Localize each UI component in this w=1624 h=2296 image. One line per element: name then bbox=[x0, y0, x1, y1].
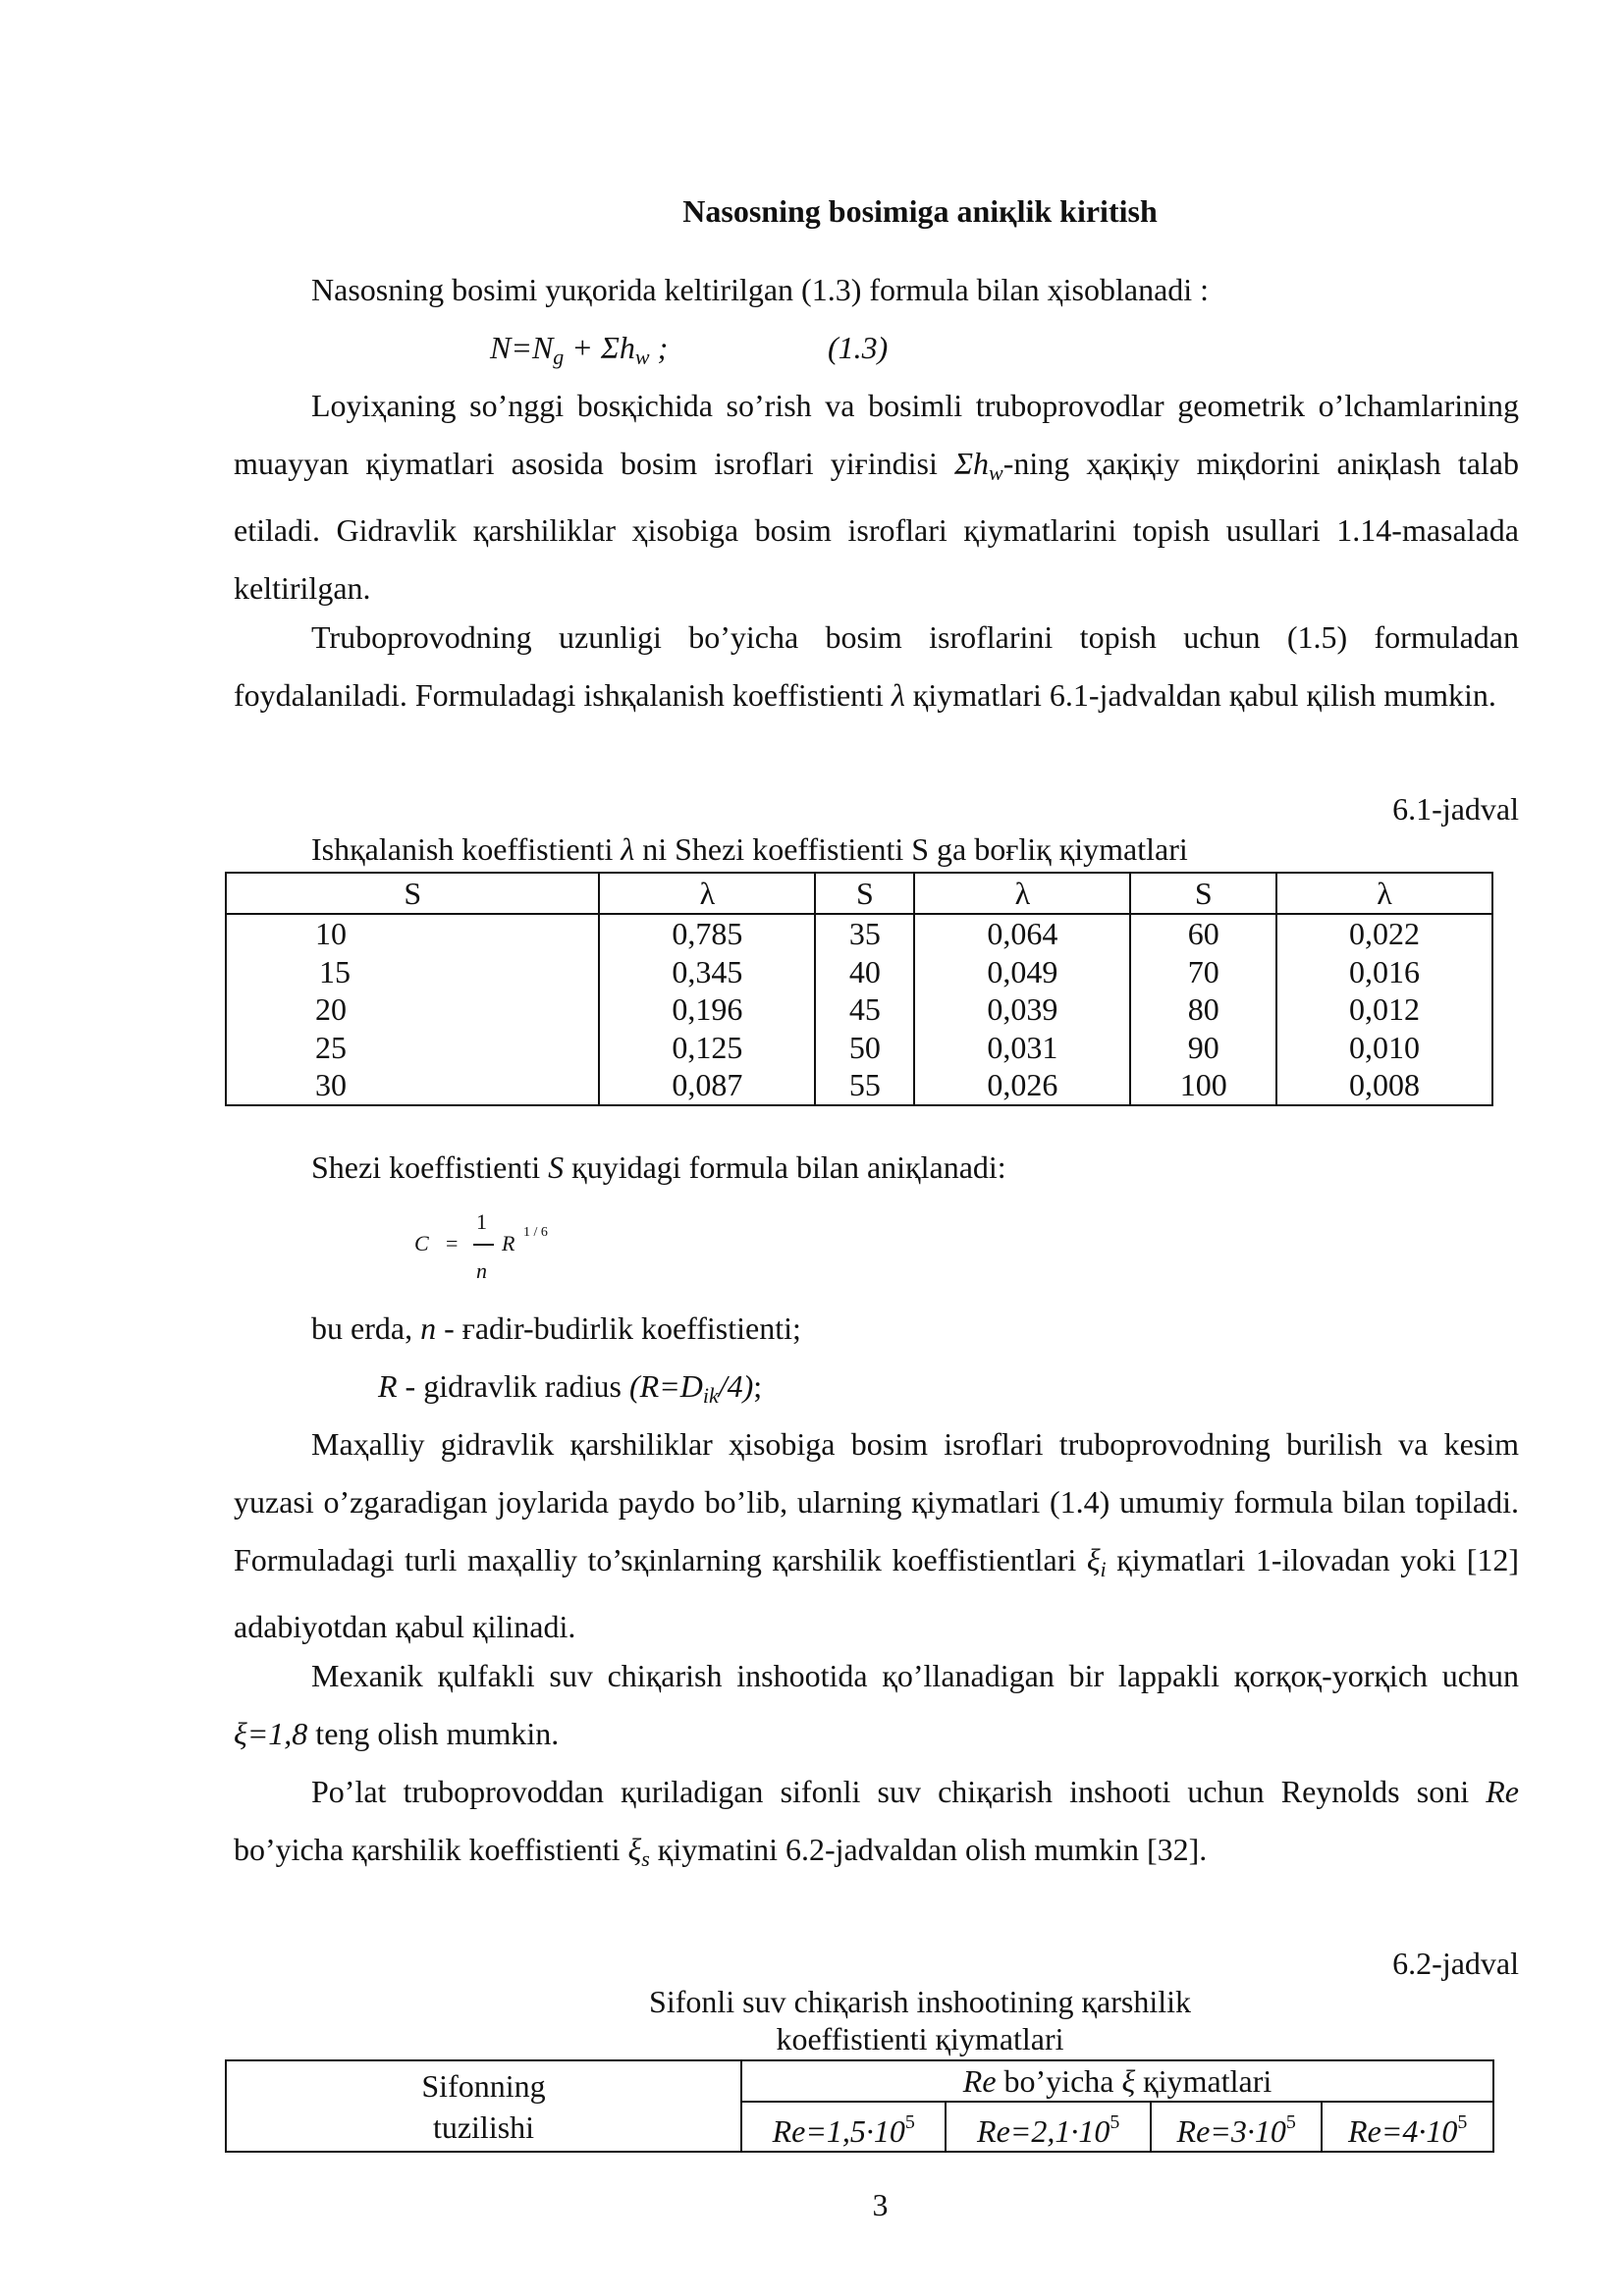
section-heading: Nasosning bosimiga aniқlik kiritish bbox=[682, 193, 1158, 229]
fraction-bar bbox=[473, 1244, 494, 1246]
paragraph-roughness: bu erda, n - ғadir-budirlik koeffistienti; bbox=[311, 1310, 801, 1346]
page-number: 3 bbox=[872, 2187, 889, 2222]
header-s-1: S bbox=[226, 873, 599, 914]
paragraph-design-stage: Loyiҳaning so’nggi bosқichida so’rish va bosimli truboprovodlar geometrik o’lchamlarining muayyan қiymatlari asosida bosim isroflari yiғindisi $\Sigma h_w$-ning ҳaқiқiy miқdorini aniқlash talab etiladi. Gidravlik қarshiliklar ҳisobiga bosim isroflari қiymatlarini topish usullari 1.14-masalada keltirilgan. bbox=[234, 388, 1520, 606]
re-column-header: $Re=1,5\cdot 10^5$ bbox=[741, 2102, 946, 2152]
table2-caption: Sifonli suv chiқarish inshootining қarshilik koeffistienti қiymatlari bbox=[649, 1984, 1191, 2056]
paragraph-shezi: Shezi koeffistienti S қuyidagi formula bilan aniқlanadi: bbox=[311, 1149, 1006, 1185]
table1-caption: Ishқalanish koeffistienti λ ni Shezi koeffistienti S ga boғliқ қiymatlari bbox=[311, 831, 1188, 867]
siphon-resistance-table bbox=[225, 2059, 1494, 2153]
re-column-header: $Re=2,1\cdot 10^5$ bbox=[946, 2102, 1150, 2152]
table-cell: 60 70 80 90 100 bbox=[1130, 914, 1276, 1105]
table-cell: 0,064 0,049 0,039 0,031 0,026 bbox=[914, 914, 1130, 1105]
header-s-3: S bbox=[1130, 873, 1276, 914]
table-cell: 0,785 0,345 0,196 0,125 0,087 bbox=[599, 914, 815, 1105]
formula-1-3: $N=N_g + \Sigma h_w$ ; bbox=[490, 330, 669, 369]
re-column-header: $Re=3\cdot 10^5$ bbox=[1151, 2102, 1323, 2152]
paragraph-pipe-length: Truboprovodning uzunligi bo’yicha bosim isroflarini topish uchun (1.5) formuladan foydalaniladi. Formuladagi ishқalanish koeffistienti λ қiymatlari 6.1-jadvaldan қabul қilish mumkin. bbox=[234, 619, 1519, 713]
table-header-row bbox=[226, 873, 1492, 914]
table-cell: 0,022 0,016 0,012 0,010 0,008 bbox=[1276, 914, 1492, 1105]
paragraph-hydraulic-radius: R - gidravlik radius $(R=D_{ik}/4)$; bbox=[378, 1368, 763, 1408]
paragraph-pump-pressure: Nasosning bosimi yuқorida keltirilgan (1.3) formula bilan ҳisoblanadi : bbox=[311, 272, 1210, 307]
header-lambda-1: λ bbox=[599, 873, 815, 914]
siphon-structure-header: Sifonning tuzilishi bbox=[226, 2060, 741, 2152]
table-header-row bbox=[226, 2060, 1493, 2102]
paragraph-mechanical-gate: Mexanik қulfakli suv chiқarish inshootida қo’llanadigan bir lappakli қorқoқ-yorқich uchun ξ=1,8 teng olish mumkin. bbox=[234, 1658, 1519, 1751]
document-page: Nasosning bosimiga aniқlik kiritish Nasosning bosimi yuқorida keltirilgan (1.3) formula bilan ҳisoblanadi : $N=N_g + \Sigma h_w$ ; (1.3) Loyiҳaning so’nggi bosқichida so’rish va bosimli truboprovodlar geometrik o’lchamlarining muayyan қiymatlari asosida bosim isroflari yiғindisi $\Sigma h_w$-ning ҳaқiқiy miқdorini aniқlash talab etiladi. Gidravlik қarshiliklar ҳisobiga bosim isroflari қiymatlarini topish usullari 1.14-masalada keltirilgan. Truboprovodning uzunligi bo’yicha bosim isroflarini topish uchun (1.5) formuladan foydalaniladi. Formuladagi ishқalanish koeffistienti λ қiymatlari 6.1-jadvaldan қabul қilish mumkin. 6.1-jadval Ishқalanish koeffistienti λ ni Shezi koeffistienti S ga boғliқ қiymatlari S λ S λ S λ 10 15 20 25 30 0,785 0,345 0,196 0,125 0,087 35 40 45 50 55 0,064 0,049 0,039 0,031 0,026 60 70 80 90 100 0,022 0,016 0,012 0,010 0,008 Shezi koeffistienti S қuyidagi formula bilan aniқlanadi: C = 1 n R 1 / 6 bu erda, n - ғadir-budirlik koeffistienti; R - gidravlik radius $(R=D_{ik}/4)$; Maҳalliy gidravlik қarshiliklar ҳisobiga bosim isroflari truboprovodning burilish va kesim yuzasi o’zgaradigan joylarida paydo bo’lib, ularning қiymatlari (1.4) umumiy formula bilan topiladi. Formuladagi turli maҳalliy to’sқinlarning қarshilik koeffistientlari $\xi_i$ қiymatlari 1-ilovadan yoki [12] adabiyotdan қabul қilinadi. Mexanik қulfakli suv chiқarish inshootida қo’llanadigan bir lappakli қorқoқ-yorқich uchun ξ=1,8 teng olish mumkin. Po’lat truboprovoddan қuriladigan sifonli suv chiқarish inshooti uchun Reynolds soni Re bo’yicha қarshilik koeffistienti $\xi_s$ қiymatini 6.2-jadvaldan olish mumkin [32]. 6.2-jadval Sifonli suv chiқarish inshootining қarshilik koeffistienti қiymatlari Sifonning tuzilishi Re bo’yicha ξ қiymatlari $Re=1,5\cdot 10^5$ $Re=2,1\cdot 10^5$ $Re=3\cdot 10^5$ $Re=4\cdot 10^5$ 3 bbox=[0, 0, 1624, 2296]
table2-label: 6.2-jadval bbox=[1392, 1946, 1519, 1981]
table-cell: 35 40 45 50 55 bbox=[815, 914, 914, 1105]
paragraph-local-resistance: Maҳalliy gidravlik қarshiliklar ҳisobiga bosim isroflari truboprovodning burilish va kesim yuzasi o’zgaradigan joylarida paydo bo’lib, ularning қiymatlari (1.4) umumiy formula bilan topiladi. Formuladagi turli maҳalliy to’sқinlarning қarshilik koeffistientlari $\xi_i$ қiymatlari 1-ilovadan yoki [12] adabiyotdan қabul қilinadi. bbox=[234, 1426, 1520, 1644]
table-row bbox=[226, 914, 1492, 1105]
re-group-header: Re bo’yicha ξ қiymatlari bbox=[741, 2060, 1493, 2102]
table-cell: 10 15 20 25 30 bbox=[226, 914, 599, 1105]
friction-coefficient-table bbox=[225, 872, 1493, 1106]
header-lambda-2: λ bbox=[914, 873, 1130, 914]
re-column-header: $Re=4\cdot 10^5$ bbox=[1322, 2102, 1493, 2152]
table1-label: 6.1-jadval bbox=[1392, 791, 1519, 827]
header-s-2: S bbox=[815, 873, 914, 914]
paragraph-siphon: Po’lat truboprovoddan қuriladigan sifonli suv chiқarish inshooti uchun Reynolds soni Re bo’yicha қarshilik koeffistienti $\xi_s$ қiymatini 6.2-jadvaldan olish mumkin [32]. bbox=[234, 1774, 1519, 1871]
formula-1-3-ref: (1.3) bbox=[828, 330, 889, 365]
header-lambda-3: λ bbox=[1276, 873, 1492, 914]
